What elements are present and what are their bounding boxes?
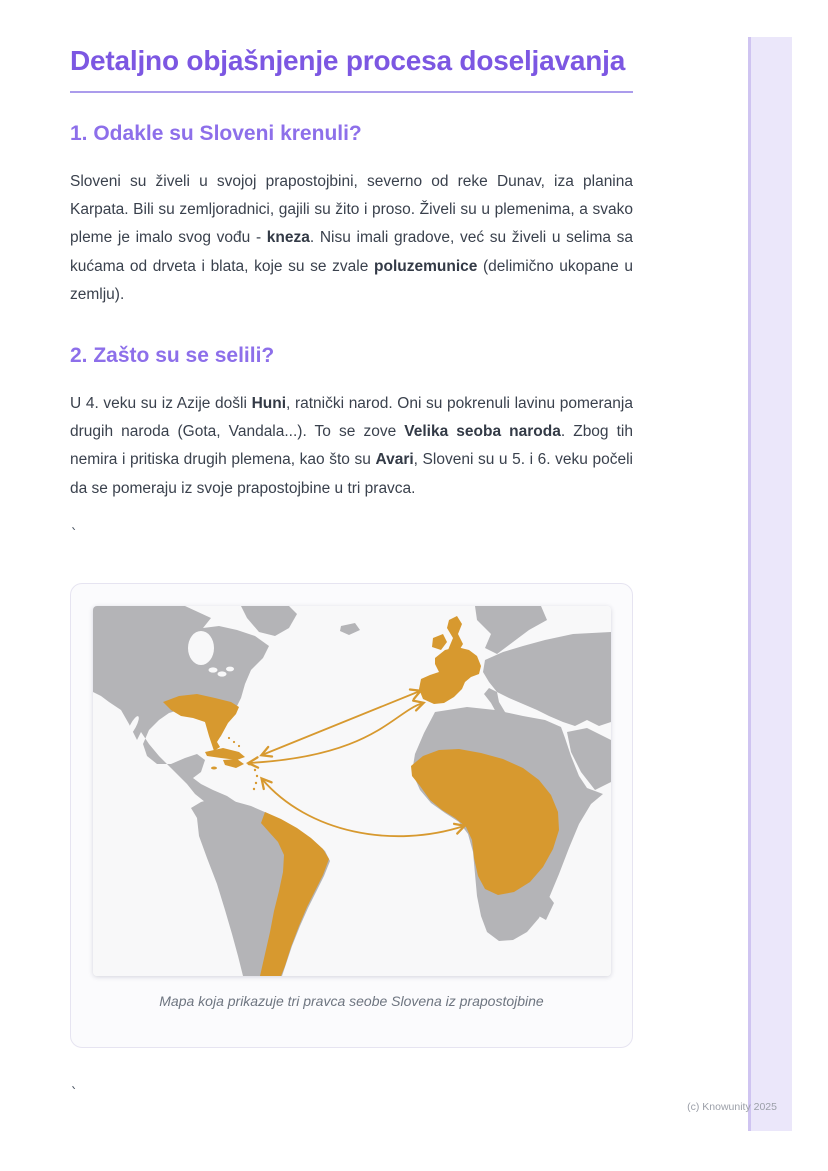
great-lake bbox=[217, 671, 226, 676]
region-antilles bbox=[255, 775, 257, 777]
section-paragraph-2: U 4. veku su iz Azije došli Huni, ratnički narod. Oni su pokrenuli lavinu pomeranja drugih naroda (Gota, Vandala...). To se zove Velika seoba naroda. Zbog tih nemira i pritiska drugih plemena, kao što su Avari, Sloveni su u 5. i 6. veku počeli da se pomeraju iz svoje prapostojbine u tri pravca. bbox=[70, 395, 633, 497]
copyright-footer: (c) Knowunity 2025 bbox=[687, 1101, 777, 1113]
world-map-image bbox=[93, 606, 611, 976]
map-figure-card bbox=[70, 583, 633, 1048]
region-jamaica bbox=[211, 766, 217, 769]
hudson-bay bbox=[188, 631, 214, 665]
section-heading-2: 2. Zašto su se selili? bbox=[70, 344, 275, 368]
document-content bbox=[70, 0, 633, 1102]
region-bahamas bbox=[237, 745, 239, 747]
great-lake bbox=[208, 667, 217, 672]
page-title: Detaljno objašnjenje procesa doseljavanja bbox=[70, 45, 626, 76]
section-heading-1: 1. Odakle su Sloveni krenuli? bbox=[70, 122, 362, 145]
region-antilles bbox=[253, 769, 255, 771]
region-bahamas bbox=[232, 741, 234, 743]
region-antilles bbox=[254, 782, 256, 784]
region-antilles bbox=[252, 788, 254, 790]
region-bahamas bbox=[227, 737, 229, 739]
section-paragraph-1: Sloveni su živeli u svojoj prapostojbini, severno od reke Dunav, iza planina Karpata. Bili su zemljoradnici, gajili su žito i proso. Živeli su u plemenima, a svako pleme je imalo svog vođu - kneza. Nisu imali gradove, već su živeli u selima sa kućama od drveta i blata, koje su se zvale poluzemunice (delimično ukopane u zemlju). bbox=[70, 173, 634, 303]
stray-backtick-2: ` bbox=[70, 1085, 79, 1102]
stray-backtick-1: ` bbox=[70, 526, 79, 543]
figure-caption: Mapa koja prikazuje tri pravca seobe Slovena iz prapostojbine bbox=[159, 992, 544, 1009]
world-map-svg bbox=[93, 606, 611, 976]
great-lake bbox=[226, 666, 234, 671]
right-rail-decoration bbox=[748, 37, 792, 1131]
title-divider bbox=[70, 91, 633, 93]
